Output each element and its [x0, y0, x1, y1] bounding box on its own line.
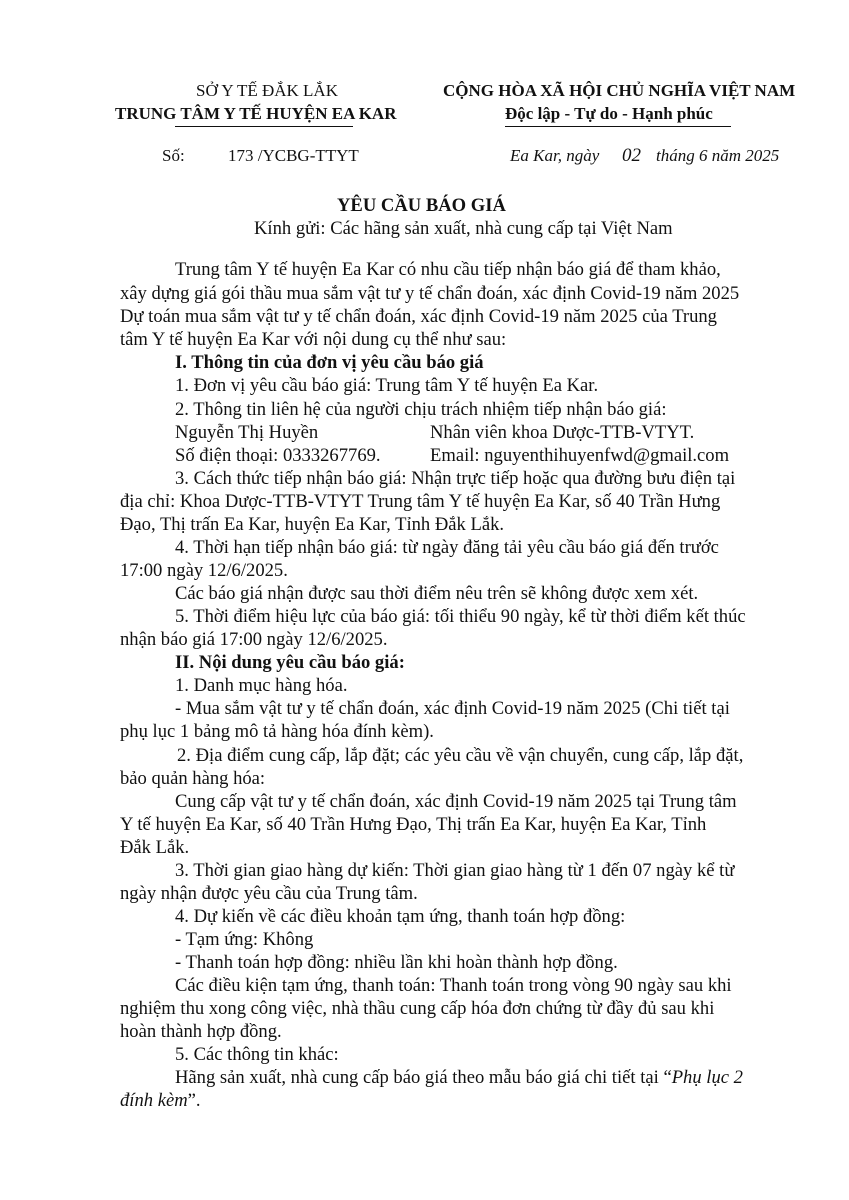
- paragraph-line: 4. Thời hạn tiếp nhận báo giá: từ ngày đăng tải yêu cầu báo giá đến trước: [175, 537, 719, 558]
- paragraph-line: 1. Đơn vị yêu cầu báo giá: Trung tâm Y tế huyện Ea Kar.: [175, 375, 599, 396]
- paragraph-line: 2. Thông tin liên hệ của người chịu trách nhiệm tiếp nhận báo giá:: [175, 399, 667, 420]
- date-suffix: tháng 6 năm 2025: [656, 146, 780, 165]
- paragraph-line: xây dựng giá gói thầu mua sắm vật tư y tế chẩn đoán, xác định Covid-19 năm 2025: [120, 283, 740, 304]
- paragraph-line: 4. Dự kiến về các điều khoản tạm ứng, thanh toán hợp đồng:: [175, 906, 626, 927]
- date-day: 02: [622, 145, 641, 166]
- paragraph-line: - Mua sắm vật tư y tế chẩn đoán, xác định Covid-19 năm 2025 (Chi tiết tại: [175, 698, 730, 719]
- motto-underline: [505, 126, 731, 127]
- paragraph-line: Dự toán mua sắm vật tư y tế chẩn đoán, xác định Covid-19 năm 2025 của Trung: [120, 306, 717, 327]
- paragraph-line: địa chỉ: Khoa Dược-TTB-VTYT Trung tâm Y tế huyện Ea Kar, số 40 Trần Hưng: [120, 491, 721, 512]
- contact-role: Nhân viên khoa Dược-TTB-VTYT.: [430, 422, 695, 443]
- ref-number: 173 /YCBG-TTYT: [228, 146, 359, 165]
- paragraph-line: ngày nhận được yêu cầu của Trung tâm.: [120, 883, 418, 904]
- paragraph-line: Các báo giá nhận được sau thời điểm nêu trên sẽ không được xem xét.: [175, 583, 699, 604]
- text-run-italic: đính kèm: [120, 1090, 188, 1111]
- paragraph-line: - Thanh toán hợp đồng: nhiều lần khi hoàn thành hợp đồng.: [175, 952, 618, 973]
- paragraph-line: - Tạm ứng: Không: [175, 929, 314, 950]
- paragraph-line: nghiệm thu xong công việc, nhà thầu cung cấp hóa đơn chứng từ đầy đủ sau khi: [120, 998, 715, 1019]
- department-name: SỞ Y TẾ ĐẮK LẮK: [196, 81, 338, 100]
- paragraph-line: bảo quản hàng hóa:: [120, 768, 266, 789]
- date-prefix: Ea Kar, ngày: [510, 146, 600, 165]
- section-heading-2: II. Nội dung yêu cầu báo giá:: [175, 652, 405, 673]
- paragraph-line: 17:00 ngày 12/6/2025.: [120, 560, 288, 581]
- paragraph-line: Trung tâm Y tế huyện Ea Kar có nhu cầu tiếp nhận báo giá để tham khảo,: [175, 259, 721, 280]
- contact-email: Email: nguyenthihuyenfwd@gmail.com: [430, 445, 730, 466]
- paragraph-line: 5. Các thông tin khác:: [175, 1044, 339, 1065]
- paragraph-line: 3. Cách thức tiếp nhận báo giá: Nhận trực tiếp hoặc qua đường bưu điện tại: [175, 468, 736, 489]
- text-run: ”.: [187, 1090, 201, 1111]
- paragraph-line: [175, 1067, 743, 1089]
- paragraph-line: 2. Địa điểm cung cấp, lắp đặt; các yêu cầu về vận chuyển, cung cấp, lắp đặt,: [177, 745, 744, 766]
- contact-name: Nguyễn Thị Huyền: [175, 422, 319, 443]
- document-title: YÊU CẦU BÁO GIÁ: [337, 195, 506, 216]
- recipient: Kính gửi: Các hãng sản xuất, nhà cung cấp tại Việt Nam: [254, 218, 673, 239]
- paragraph-line: 5. Thời điểm hiệu lực của báo giá: tối thiểu 90 ngày, kể từ thời điểm kết thúc: [175, 606, 746, 627]
- contact-phone: Số điện thoại: 0333267769.: [175, 445, 381, 466]
- national-motto: Độc lập - Tự do - Hạnh phúc: [505, 104, 713, 123]
- paragraph-line: 1. Danh mục hàng hóa.: [175, 675, 348, 696]
- ref-label: Số:: [162, 146, 185, 165]
- text-run: Hãng sản xuất, nhà cung cấp báo giá theo mẫu báo giá chi tiết tại “: [175, 1067, 672, 1088]
- national-title: CỘNG HÒA XÃ HỘI CHỦ NGHĨA VIỆT NAM: [443, 81, 796, 100]
- paragraph-line: Cung cấp vật tư y tế chẩn đoán, xác định Covid-19 năm 2025 tại Trung tâm: [175, 791, 737, 812]
- paragraph-line: Các điều kiện tạm ứng, thanh toán: Thanh toán trong vòng 90 ngày sau khi: [175, 975, 732, 996]
- paragraph-line: Y tế huyện Ea Kar, số 40 Trần Hưng Đạo, Thị trấn Ea Kar, huyện Ea Kar, Tỉnh: [120, 814, 707, 835]
- section-heading-1: I. Thông tin của đơn vị yêu cầu báo giá: [175, 352, 484, 373]
- organization-name: TRUNG TÂM Y TẾ HUYỆN EA KAR: [115, 104, 397, 123]
- org-underline: [175, 126, 353, 127]
- paragraph-line: Đắk Lắk.: [120, 837, 190, 858]
- paragraph-line: tâm Y tế huyện Ea Kar với nội dung cụ thể như sau:: [120, 329, 507, 350]
- paragraph-line: [120, 1090, 201, 1112]
- paragraph-line: hoàn thành hợp đồng.: [120, 1021, 282, 1042]
- paragraph-line: Đạo, Thị trấn Ea Kar, huyện Ea Kar, Tỉnh Đắk Lắk.: [120, 514, 505, 535]
- paragraph-line: nhận báo giá 17:00 ngày 12/6/2025.: [120, 629, 388, 650]
- paragraph-line: phụ lục 1 bảng mô tả hàng hóa đính kèm).: [120, 721, 434, 742]
- text-run-italic: Phụ lục 2: [671, 1067, 743, 1088]
- paragraph-line: 3. Thời gian giao hàng dự kiến: Thời gian giao hàng từ 1 đến 07 ngày kể từ: [175, 860, 735, 881]
